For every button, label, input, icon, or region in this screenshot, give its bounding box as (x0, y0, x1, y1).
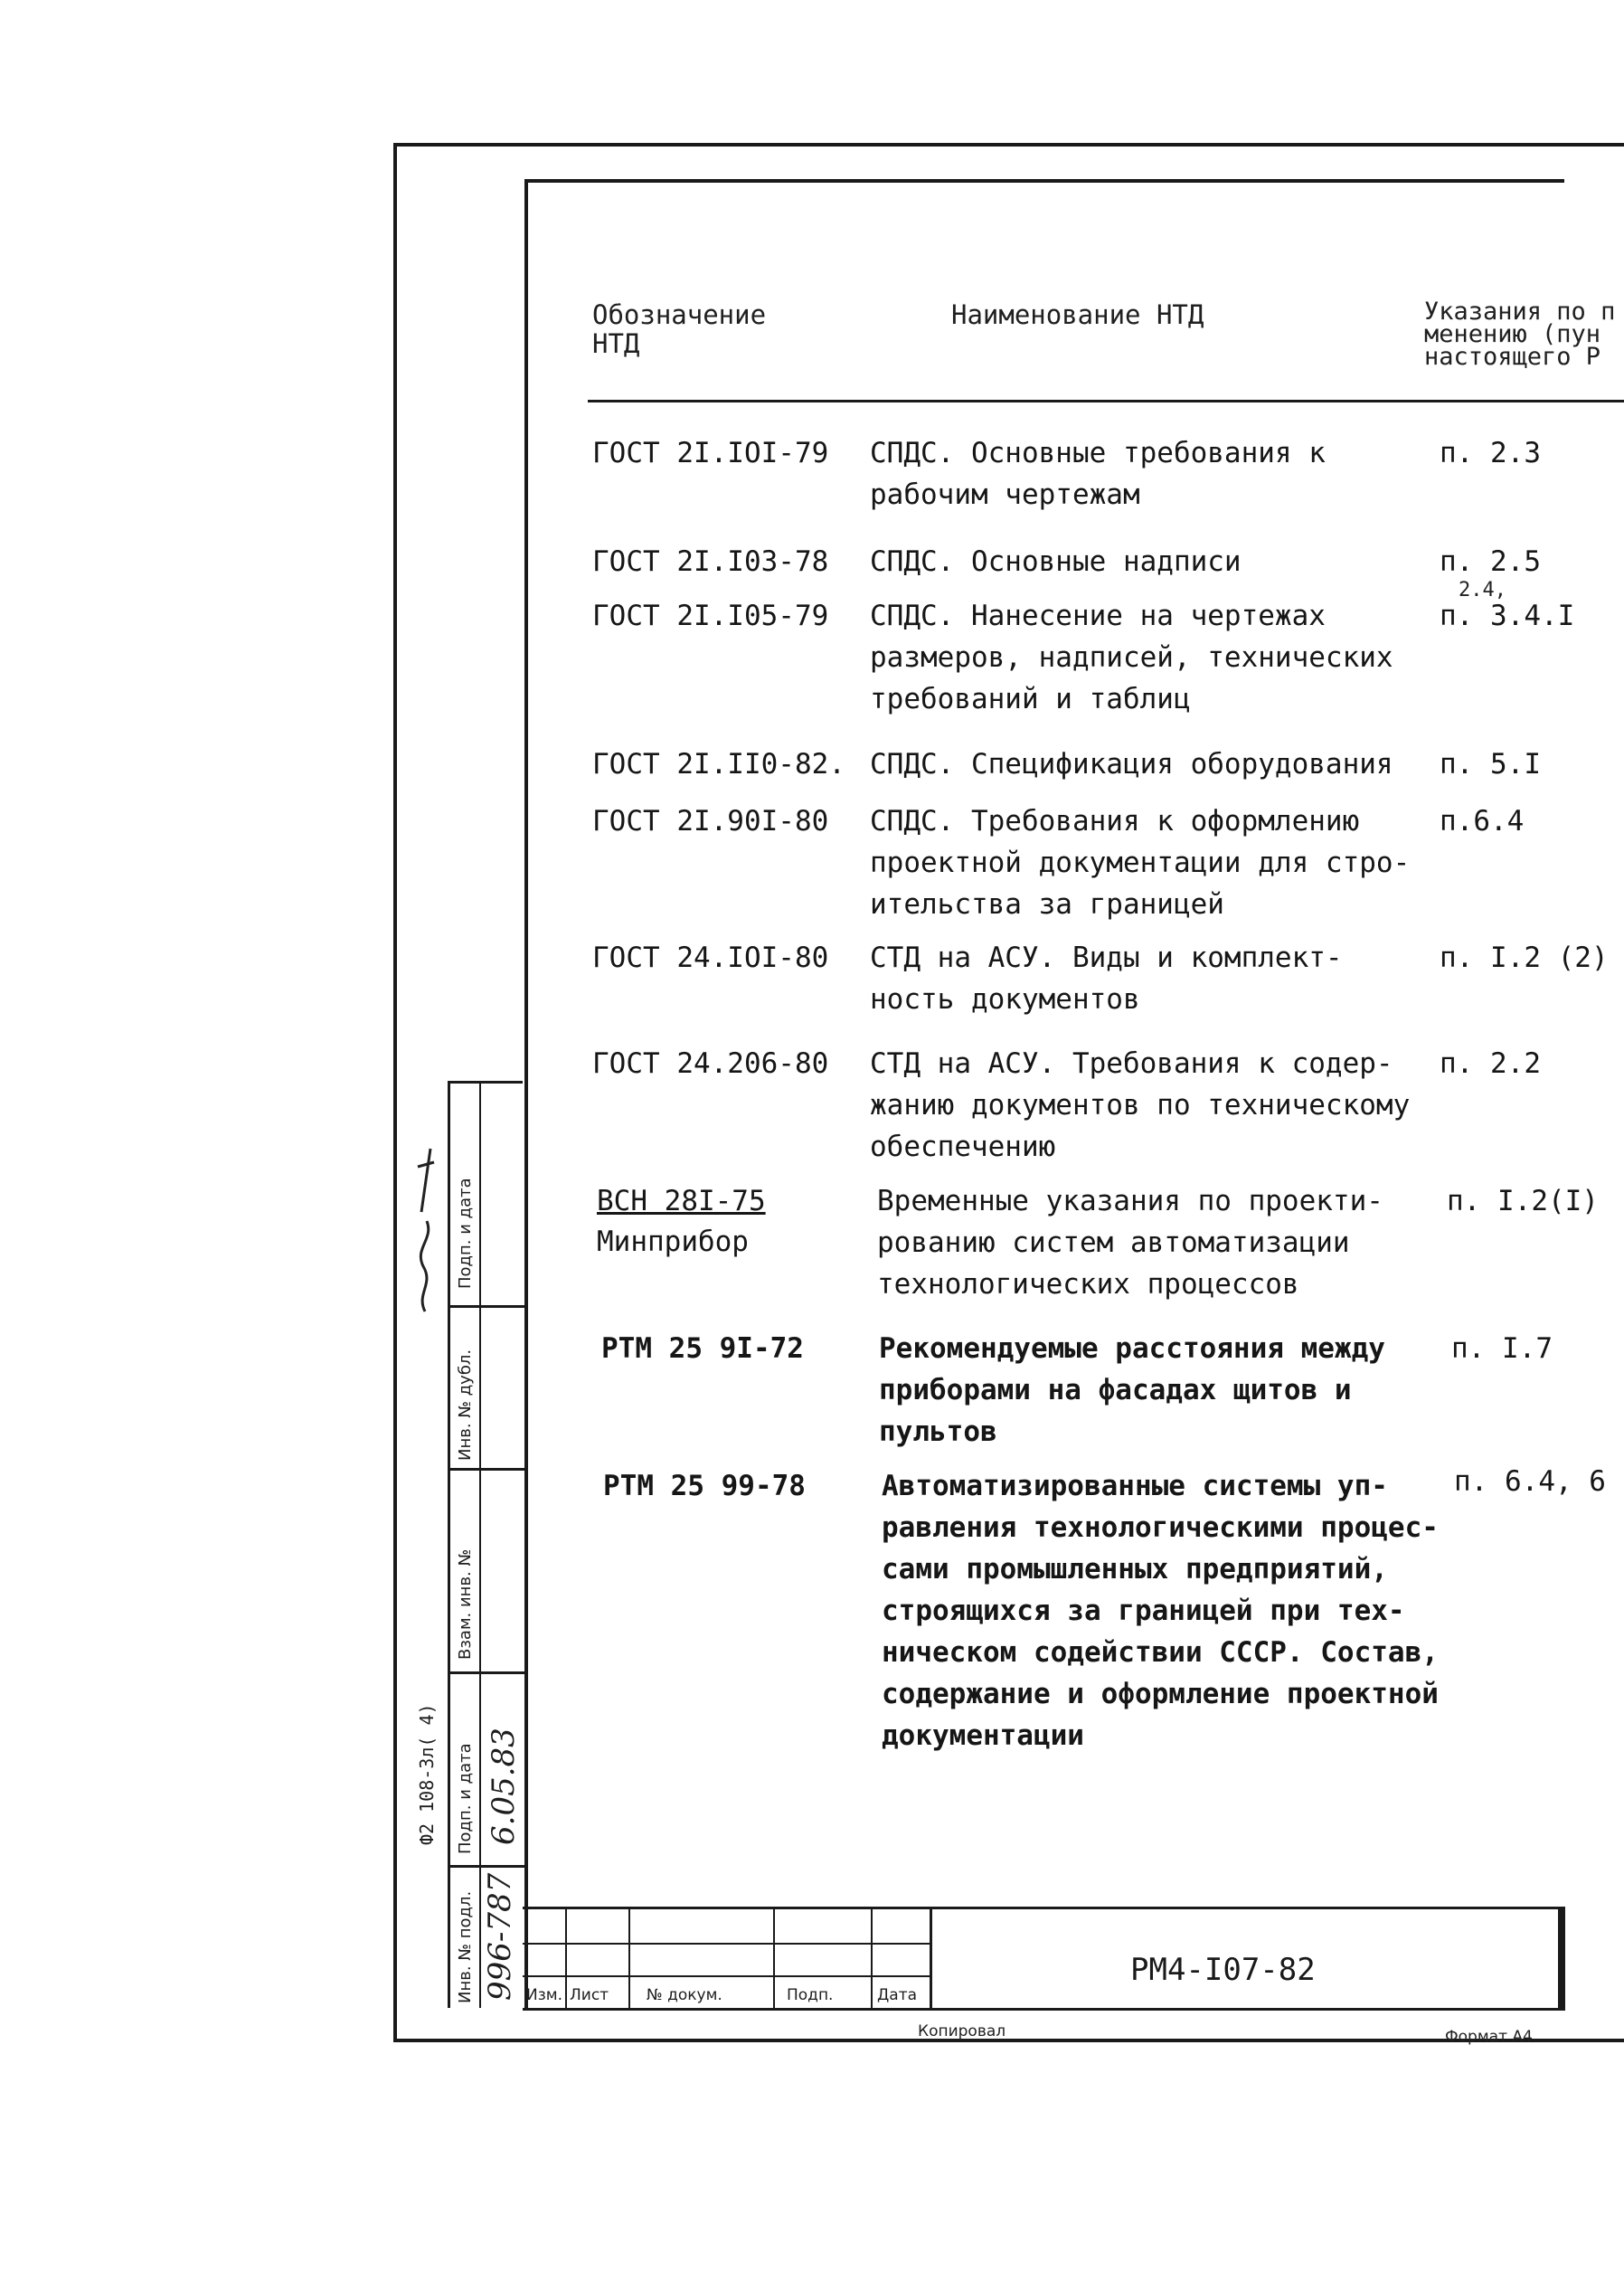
row-code: ВСН 28I-75 (597, 1185, 766, 1217)
row-ref: п.6.4 (1440, 805, 1525, 838)
row-name: СПДС. Спецификация оборудования (870, 748, 1393, 781)
handwritten-date: 6.05.83 (486, 1728, 522, 1845)
header-instructions: Указания по п менению (пун настоящего Р (1424, 298, 1616, 371)
strip-divider (448, 1305, 524, 1308)
strip-divider (448, 1671, 524, 1674)
title-label-change: Изм. (526, 1986, 562, 2004)
strip-column-divider (479, 1081, 481, 2008)
title-block-col-line (565, 1907, 567, 2010)
row-ref: п. 2.5 (1440, 545, 1541, 578)
row-code: ГОСТ 2I.IOI-79 (592, 437, 829, 469)
header-designation: Обозначение НТД (592, 299, 767, 359)
frame-edge-mark (1558, 1907, 1565, 2011)
row-ref: п. 5.I (1440, 748, 1541, 781)
row-code-org: Минприбор (597, 1226, 749, 1258)
signature-mark (398, 1112, 452, 1321)
strip-label-sign-date-2: Подп. и дата (456, 1178, 475, 1289)
strip-label-inv-duplicate: Инв. № дубл. (456, 1349, 475, 1461)
row-ref: п. I.2(I) (1447, 1185, 1599, 1217)
row-name: СПДС. Основные требования к рабочим чертежам (870, 437, 1326, 511)
title-block-col-line (930, 1907, 932, 2010)
copied-by-label: Копировал (918, 2022, 1006, 2040)
strip-label-inv-original: Инв. № подл. (456, 1890, 475, 2003)
title-block-col-line (628, 1907, 630, 2010)
title-block-col-line (773, 1907, 775, 2010)
title-label-signature: Подп. (787, 1986, 834, 2004)
handwritten-inventory-number: 996-787 (482, 1872, 518, 2001)
row-ref: п. 3.4.I (1440, 600, 1575, 632)
row-name: СПДС. Требования к оформлению проектной документации для стро- ительства за границей (870, 805, 1411, 921)
row-ref: п. 2.3 (1440, 437, 1541, 469)
row-name: СТД на АСУ. Требования к содер- жанию документов по техническому обеспечению (870, 1047, 1411, 1163)
archive-stamp: Ф2 108-3л( 4) (416, 1703, 438, 1845)
row-ref: п. 6.4, 6 (1454, 1465, 1606, 1498)
row-ref: п. I.7 (1451, 1332, 1553, 1365)
row-code: ГОСТ 2I.II0-82. (592, 748, 845, 781)
title-block-grid-line (523, 1975, 930, 1977)
row-code: РТМ 25 9I-72 (601, 1332, 804, 1365)
title-label-date: Дата (877, 1986, 918, 2004)
strip-label-sign-date: Подп. и дата (456, 1743, 475, 1854)
header-separator (588, 400, 1624, 402)
ref-handwritten-note: 2.4, (1459, 579, 1506, 601)
row-name: Временные указания по проекти- рованию систем автоматизации технологических процессов (877, 1185, 1383, 1301)
strip-divider (448, 1468, 524, 1471)
row-name: Автоматизированные системы уп- равления технологическими процес- сами промышленных предприятий, строящихся за границей при тех- ническом содействии СССР. Состав, содержание и оформление проектной документации (882, 1470, 1439, 1752)
row-ref: п. I.2 (2) (1440, 942, 1609, 974)
document-number: РМ4-I07-82 (1130, 1952, 1316, 1988)
title-block-col-line (871, 1907, 873, 2010)
header-name: Наименование НТД (951, 299, 1204, 330)
title-label-sheet: Лист (570, 1986, 609, 2004)
title-block-top-line (523, 1907, 1563, 1909)
row-name: СТД на АСУ. Виды и комплект- ность документов (870, 942, 1343, 1016)
row-name: СПДС. Основные надписи (870, 545, 1242, 578)
format-label: Формат А4 (1445, 2028, 1533, 2046)
row-code: ГОСТ 2I.I03-78 (592, 545, 829, 578)
title-block-grid-line (523, 1943, 930, 1945)
row-code: ГОСТ 2I.90I-80 (592, 805, 829, 838)
strip-label-replaced-inv: Взам. инв. № (456, 1548, 475, 1660)
row-name: Рекомендуемые расстояния между приборами на фасадах щитов и пультов (879, 1332, 1385, 1448)
title-label-doc-number: № докум. (647, 1986, 722, 2004)
row-code: РТМ 25 99-78 (603, 1470, 806, 1502)
row-code: ГОСТ 24.206-80 (592, 1047, 829, 1080)
row-name: СПДС. Нанесение на чертежах размеров, надписей, технических требований и таблиц (870, 600, 1393, 715)
row-ref: п. 2.2 (1440, 1047, 1541, 1080)
strip-divider (448, 1865, 524, 1868)
row-code: ГОСТ 24.IOI-80 (592, 942, 829, 974)
title-block-bottom-line (523, 2008, 1563, 2011)
row-code: ГОСТ 2I.I05-79 (592, 600, 829, 632)
